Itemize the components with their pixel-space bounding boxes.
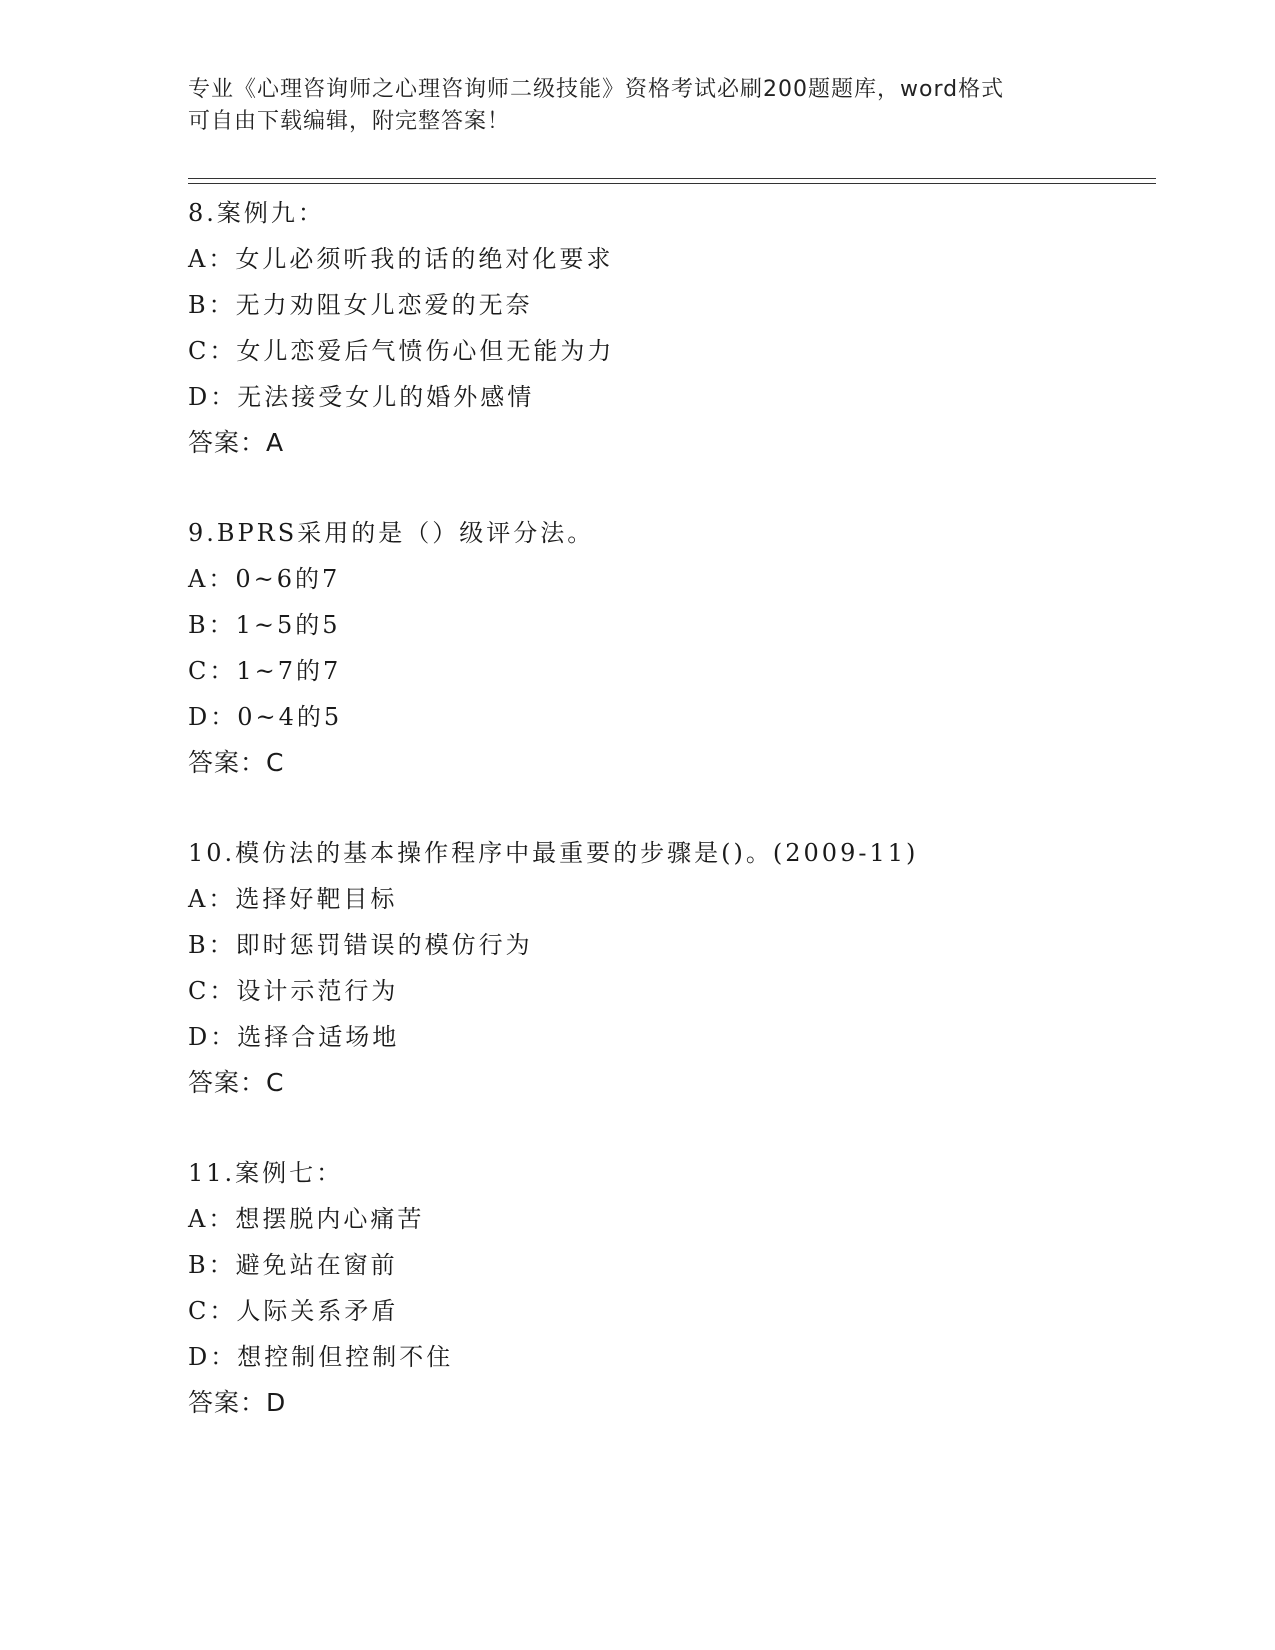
option-b: B：即时惩罚错误的模仿行为 (188, 931, 533, 959)
question-stem: 9.BPRS采用的是（）级评分法。 (188, 519, 595, 547)
option-a: A：选择好靶目标 (188, 885, 398, 913)
header-divider-bottom (188, 183, 1156, 184)
option-c: C：女儿恋爱后气愤伤心但无能为力 (188, 337, 615, 365)
header-line-1: 专业《心理咨询师之心理咨询师二级技能》资格考试必刷200题题库，word格式 (188, 77, 1005, 102)
answer-line: 答案：C (188, 748, 285, 777)
question-10 (188, 830, 1156, 1106)
answer-line: 答案：A (188, 428, 285, 457)
option-d: D：选择合适场地 (188, 1023, 400, 1051)
option-d: D：想控制但控制不住 (188, 1343, 454, 1371)
option-a: A：0~6的7 (188, 565, 341, 593)
question-stem: 10.模仿法的基本操作程序中最重要的步骤是()。(2009-11) (188, 839, 919, 867)
option-d: D：0~4的5 (188, 703, 343, 731)
question-9 (188, 510, 1156, 786)
question-stem: 11.案例七： (188, 1159, 344, 1187)
question-list (188, 190, 1156, 1426)
option-c: C：人际关系矛盾 (188, 1297, 399, 1325)
question-8 (188, 190, 1156, 466)
answer-line: 答案：C (188, 1068, 285, 1097)
option-a: A：女儿必须听我的话的绝对化要求 (188, 245, 614, 273)
option-a: A：想摆脱内心痛苦 (188, 1205, 425, 1233)
option-b: B：无力劝阻女儿恋爱的无奈 (188, 291, 533, 319)
option-c: C：设计示范行为 (188, 977, 399, 1005)
option-d: D：无法接受女儿的婚外感情 (188, 383, 535, 411)
document-header (188, 74, 1088, 138)
header-divider-top (188, 178, 1156, 179)
question-11 (188, 1150, 1156, 1426)
question-stem: 8.案例九： (188, 199, 325, 227)
option-c: C：1~7的7 (188, 657, 342, 685)
option-b: B：避免站在窗前 (188, 1251, 398, 1279)
header-line-2: 可自由下载编辑，附完整答案！ (188, 109, 511, 134)
option-b: B：1~5的5 (188, 611, 341, 639)
answer-line: 答案：D (188, 1388, 287, 1417)
